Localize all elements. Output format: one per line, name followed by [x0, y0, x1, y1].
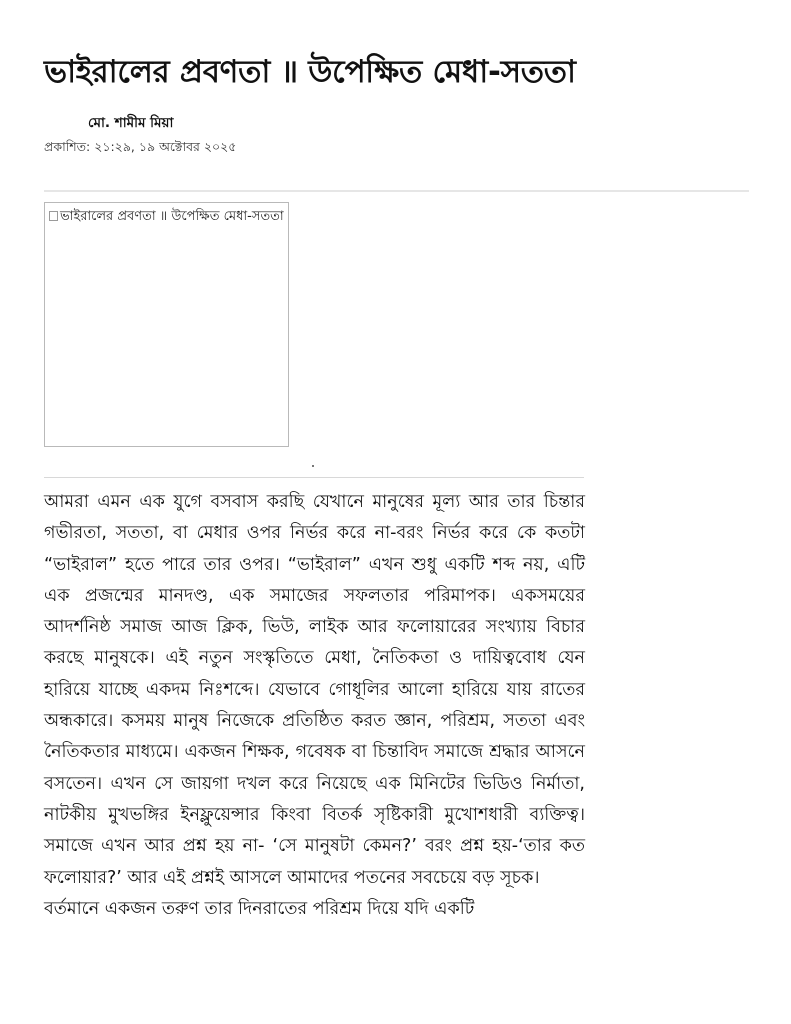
article-paragraph-1: আমরা এমন এক যুগে বসবাস করছি যেখানে মানুষের মূল্য আর তার চিন্তার গভীরতা, সততা, বা মেধার ওপর নির্ভর করে না-বরং নির্ভর করে কে কতটা “ভাইরাল” হতে পারে তার ওপর। “ভাইরাল” এখন শুধু একটি শব্দ নয়, এটি এক প্রজন্মের মানদণ্ড, এক সমাজের সফলতার পরিমাপক। একসময়ের আদর্শনিষ্ঠ সমাজ আজ ক্লিক, ভিউ, লাইক আর ফলোয়ারের সংখ্যায় বিচার করছে মানুষকে। এই নতুন সংস্কৃতিতে মেধা, নৈতিকতা ও দায়িত্ববোধ যেন হারিয়ে যাচ্ছে একদম নিঃশব্দে। যেভাবে গোধূলির আলো হারিয়ে যায় রাতের অন্ধকারে। কসময় মানুষ নিজেকে প্রতিষ্ঠিত করত জ্ঞান, পরিশ্রম, সততা এবং নৈতিকতার মাধ্যমে। একজন শিক্ষক, গবেষক বা চিন্তাবিদ সমাজে শ্রদ্ধার আসনে বসতেন। এখন সে জায়গা দখল করে নিয়েছে এক মিনিটের ভিডিও নির্মাতা, নাটকীয় মুখভঙ্গির ইনফ্লুয়েন্সার কিংবা বিতর্ক সৃষ্টিকারী মুখোশধারী ব্যক্তিত্ব। সমাজে এখন আর প্রশ্ন হয় না- ‘সে মানুষটা কেমন?’ বরং প্রশ্ন হয়-‘তার কত ফলোয়ার?’ আর এই প্রশ্নই আসলে আমাদের পতনের সবচেয়ে বড় সূচক।: [44, 492, 585, 888]
article-image: [44, 202, 289, 447]
publish-date: প্রকাশিত: ২১:২৯, ১৯ অক্টোবর ২০২৫: [44, 139, 237, 154]
article-paragraph-2: বর্তমানে একজন তরুণ তার দিনরাতের পরিশ্রম দিয়ে যদি একটি: [44, 898, 475, 919]
author-name[interactable]: মো. শামীম মিয়া: [88, 115, 174, 131]
image-alt-text: ভাইরালের প্রবণতা ॥ উপেক্ষিত মেধা-সততা: [60, 209, 284, 224]
header-divider: [44, 190, 749, 192]
article-body: [44, 487, 585, 925]
content-divider: [44, 477, 584, 478]
image-caption-dot: [312, 465, 314, 467]
broken-image-icon: [49, 211, 58, 221]
article-title: ভাইরালের প্রবণতা ॥ উপেক্ষিত মেধা-সততা: [44, 54, 576, 90]
